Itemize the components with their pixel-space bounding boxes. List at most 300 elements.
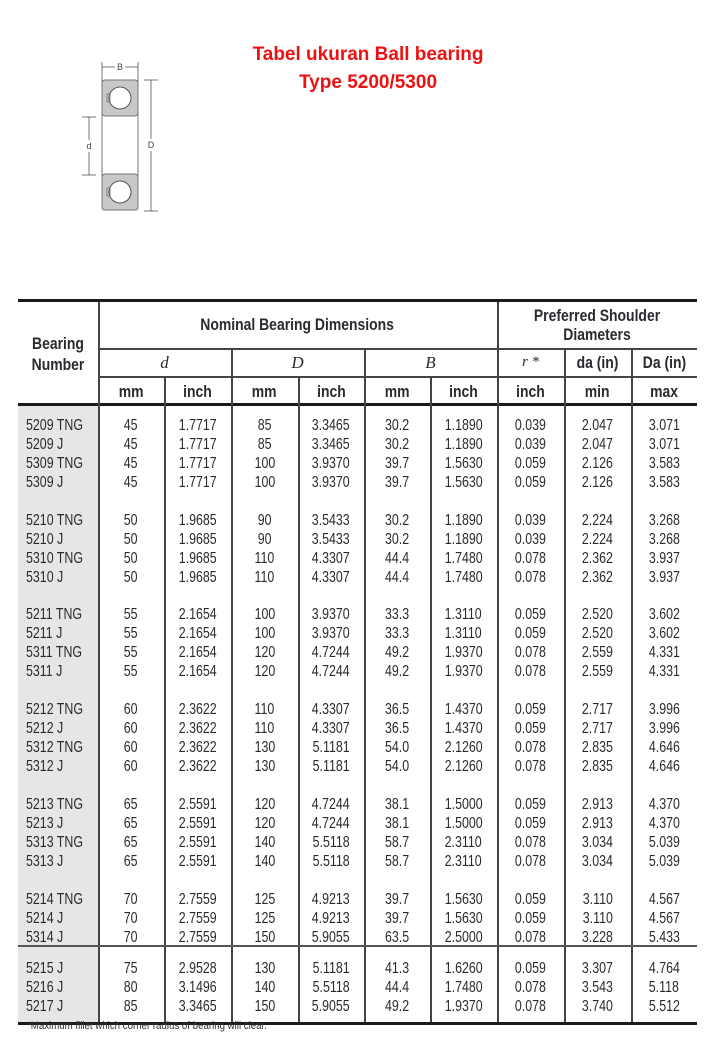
bearing-number-cell: 5310 J <box>26 569 64 586</box>
value-cell: 3.602 <box>648 606 680 623</box>
value-cell: 2.520 <box>581 625 614 642</box>
value-cell: 1.3110 <box>444 606 482 623</box>
value-cell: 0.078 <box>514 998 547 1015</box>
value-cell: 5.5118 <box>312 853 350 870</box>
value-cell: 2.362 <box>581 550 614 567</box>
value-cell: 60 <box>124 758 138 775</box>
value-cell: 2.224 <box>581 512 614 529</box>
value-cell: 70 <box>124 910 138 927</box>
value-cell: 3.3465 <box>312 436 350 453</box>
value-cell: 2.224 <box>581 531 614 548</box>
value-cell: 30.2 <box>384 531 410 548</box>
value-cell: 50 <box>124 512 138 529</box>
dim-label-D: D <box>147 140 155 150</box>
unit-B-mm: mm <box>384 381 410 401</box>
table-row <box>18 454 697 473</box>
value-cell: 4.567 <box>648 910 680 927</box>
value-cell: 4.3307 <box>312 550 350 567</box>
page-title <box>200 41 536 97</box>
value-cell: 0.039 <box>514 512 547 529</box>
unit-d-mm: mm <box>118 381 144 401</box>
value-cell: 3.071 <box>648 417 680 434</box>
bearing-number-cell: 5312 J <box>26 758 64 775</box>
value-cell: 140 <box>254 979 275 996</box>
value-cell: 1.7717 <box>178 436 217 453</box>
value-cell: 4.3307 <box>312 720 350 737</box>
value-cell: 60 <box>124 701 138 718</box>
value-cell: 3.034 <box>581 853 614 870</box>
bearing-number-cell: 5212 J <box>26 720 64 737</box>
value-cell: 0.078 <box>514 569 547 586</box>
value-cell: 3.5433 <box>312 512 350 529</box>
bearing-number-cell: 5210 J <box>26 531 64 548</box>
value-cell: 60 <box>124 720 138 737</box>
value-cell: 1.4370 <box>444 720 483 737</box>
value-cell: 49.2 <box>384 663 410 680</box>
value-cell: 0.078 <box>514 834 547 851</box>
value-cell: 65 <box>124 853 138 870</box>
table-row <box>18 909 697 928</box>
value-cell: 1.7717 <box>178 455 217 472</box>
value-cell: 1.7717 <box>178 474 217 491</box>
value-cell: 125 <box>254 891 275 908</box>
value-cell: 1.9370 <box>444 663 483 680</box>
value-cell: 2.559 <box>581 663 614 680</box>
value-cell: 2.126 <box>581 455 614 472</box>
value-cell: 5.1181 <box>312 739 350 756</box>
value-cell: 4.331 <box>648 644 680 661</box>
value-cell: 3.9370 <box>312 474 350 491</box>
value-cell: 0.059 <box>514 910 547 927</box>
value-cell: 36.5 <box>384 720 410 737</box>
table-row <box>18 928 697 947</box>
value-cell: 54.0 <box>384 739 410 756</box>
value-cell: 3.996 <box>648 701 680 718</box>
value-cell: 2.1260 <box>444 758 483 775</box>
value-cell: 1.5630 <box>444 910 483 927</box>
value-cell: 2.1654 <box>178 663 217 680</box>
value-cell: 60 <box>124 739 138 756</box>
value-cell: 38.1 <box>384 796 410 813</box>
value-cell: 65 <box>124 796 138 813</box>
bearing-number-cell: 5211 J <box>26 625 63 642</box>
header-r: r * <box>521 354 540 370</box>
value-cell: 58.7 <box>384 853 410 870</box>
value-cell: 4.3307 <box>312 701 350 718</box>
unit-Da-max: max <box>650 381 678 401</box>
value-cell: 0.039 <box>514 436 547 453</box>
value-cell: 110 <box>254 569 275 586</box>
value-cell: 1.9685 <box>178 569 217 586</box>
value-cell: 1.1890 <box>444 512 483 529</box>
value-cell: 4.646 <box>648 758 680 775</box>
dim-label-B: B <box>116 62 124 72</box>
value-cell: 140 <box>254 853 275 870</box>
value-cell: 120 <box>254 644 275 661</box>
bearing-number-cell: 5309 TNG <box>26 455 83 472</box>
value-cell: 0.059 <box>514 625 547 642</box>
unit-D-mm: mm <box>252 381 277 401</box>
bearing-cross-section-diagram <box>80 55 180 220</box>
value-cell: 100 <box>254 625 275 642</box>
header-preferred-shoulder: Preferred Shoulder Diameters <box>533 306 661 344</box>
table-row <box>18 890 697 909</box>
value-cell: 0.078 <box>514 929 547 946</box>
bearing-number-cell: 5313 TNG <box>26 834 83 851</box>
value-cell: 1.9370 <box>444 644 483 661</box>
value-cell: 0.078 <box>514 853 547 870</box>
value-cell: 65 <box>124 815 138 832</box>
value-cell: 1.7480 <box>444 569 483 586</box>
value-cell: 38.1 <box>384 815 410 832</box>
title-line-2: Type 5200/5300 <box>298 72 438 93</box>
table-row <box>18 624 697 643</box>
value-cell: 0.039 <box>514 531 547 548</box>
value-cell: 5.5118 <box>312 979 350 996</box>
value-cell: 5.039 <box>648 834 680 851</box>
value-cell: 55 <box>124 644 138 661</box>
value-cell: 2.3110 <box>444 834 482 851</box>
value-cell: 33.3 <box>384 625 410 642</box>
value-cell: 3.5433 <box>312 531 350 548</box>
value-cell: 4.7244 <box>312 815 350 832</box>
value-cell: 50 <box>124 531 138 548</box>
value-cell: 100 <box>254 606 275 623</box>
value-cell: 4.331 <box>648 663 680 680</box>
bearing-number-cell: 5215 J <box>26 960 64 977</box>
value-cell: 3.740 <box>581 998 614 1015</box>
table-row <box>18 605 697 624</box>
value-cell: 4.9213 <box>312 891 350 908</box>
header-nominal-dimensions: Nominal Bearing Dimensions <box>200 315 395 334</box>
table-header <box>18 299 697 406</box>
value-cell: 5.9055 <box>312 929 350 946</box>
value-cell: 3.9370 <box>312 625 350 642</box>
value-cell: 85 <box>124 998 138 1015</box>
value-cell: 0.059 <box>514 606 547 623</box>
value-cell: 2.126 <box>581 474 614 491</box>
value-cell: 125 <box>254 910 275 927</box>
value-cell: 1.9685 <box>178 512 217 529</box>
value-cell: 5.1181 <box>312 758 350 775</box>
bearing-number-cell: 5314 J <box>26 929 64 946</box>
value-cell: 2.5591 <box>178 815 217 832</box>
value-cell: 0.059 <box>514 455 547 472</box>
table-row <box>18 662 697 681</box>
value-cell: 55 <box>124 663 138 680</box>
value-cell: 1.6260 <box>444 960 483 977</box>
header-da: da (in) <box>576 352 619 372</box>
value-cell: 0.059 <box>514 701 547 718</box>
header-bearing-number: Bearing Number <box>31 334 85 374</box>
value-cell: 2.5591 <box>178 834 217 851</box>
value-cell: 45 <box>124 436 138 453</box>
value-cell: 3.937 <box>648 550 680 567</box>
value-cell: 1.1890 <box>444 417 483 434</box>
header-d: d <box>160 352 169 372</box>
value-cell: 3.3465 <box>312 417 350 434</box>
value-cell: 0.078 <box>514 663 547 680</box>
value-cell: 70 <box>124 929 138 946</box>
value-cell: 3.602 <box>648 625 680 642</box>
value-cell: 0.059 <box>514 474 547 491</box>
value-cell: 100 <box>254 474 275 491</box>
unit-B-inch: inch <box>449 381 478 401</box>
header-B: B <box>425 352 436 372</box>
table-row <box>18 833 697 852</box>
value-cell: 1.9685 <box>178 550 217 567</box>
value-cell: 3.110 <box>582 910 613 927</box>
value-cell: 2.520 <box>581 606 614 623</box>
table-row <box>18 530 697 549</box>
value-cell: 3.996 <box>648 720 680 737</box>
value-cell: 140 <box>254 834 275 851</box>
value-cell: 2.9528 <box>178 960 217 977</box>
value-cell: 3.228 <box>581 929 614 946</box>
value-cell: 1.9370 <box>444 998 483 1015</box>
value-cell: 2.717 <box>581 720 614 737</box>
value-cell: 0.059 <box>514 796 547 813</box>
value-cell: 63.5 <box>384 929 410 946</box>
value-cell: 90 <box>257 512 272 529</box>
value-cell: 39.7 <box>384 455 410 472</box>
value-cell: 2.835 <box>581 739 614 756</box>
value-cell: 130 <box>254 758 275 775</box>
value-cell: 2.5591 <box>178 853 217 870</box>
value-cell: 2.717 <box>581 701 614 718</box>
table-row <box>18 757 697 776</box>
bearing-number-cell: 5310 TNG <box>26 550 83 567</box>
value-cell: 0.078 <box>514 979 547 996</box>
value-cell: 55 <box>124 625 138 642</box>
value-cell: 49.2 <box>384 998 410 1015</box>
value-cell: 90 <box>257 531 272 548</box>
bearing-number-cell: 5213 J <box>26 815 64 832</box>
table-row <box>18 549 697 568</box>
value-cell: 150 <box>254 929 275 946</box>
value-cell: 1.5000 <box>444 796 483 813</box>
value-cell: 3.268 <box>648 531 680 548</box>
value-cell: 2.3622 <box>178 720 217 737</box>
value-cell: 1.5630 <box>444 891 483 908</box>
table-row <box>18 719 697 738</box>
bearing-number-cell: 5216 J <box>26 979 64 996</box>
bearing-number-cell: 5311 TNG <box>26 644 83 661</box>
value-cell: 2.7559 <box>178 910 217 927</box>
value-cell: 5.9055 <box>312 998 350 1015</box>
value-cell: 5.433 <box>648 929 680 946</box>
value-cell: 36.5 <box>384 701 410 718</box>
unit-da-min: min <box>585 381 610 401</box>
value-cell: 3.1496 <box>178 979 217 996</box>
value-cell: 1.4370 <box>444 701 483 718</box>
value-cell: 5.039 <box>648 853 680 870</box>
value-cell: 3.9370 <box>312 606 350 623</box>
value-cell: 3.9370 <box>312 455 350 472</box>
table-row <box>18 435 697 454</box>
value-cell: 5.1181 <box>312 960 350 977</box>
value-cell: 3.110 <box>582 891 613 908</box>
value-cell: 54.0 <box>384 758 410 775</box>
bearing-number-cell: 5313 J <box>26 853 64 870</box>
table-row <box>18 643 697 662</box>
value-cell: 58.7 <box>384 834 410 851</box>
value-cell: 2.1260 <box>444 739 483 756</box>
value-cell: 100 <box>254 455 275 472</box>
value-cell: 1.9685 <box>178 531 217 548</box>
table-row <box>18 814 697 833</box>
value-cell: 110 <box>254 550 275 567</box>
table-row <box>18 978 697 997</box>
value-cell: 4.646 <box>648 739 680 756</box>
value-cell: 65 <box>124 834 138 851</box>
value-cell: 3.034 <box>581 834 614 851</box>
bearing-number-cell: 5212 TNG <box>26 701 83 718</box>
value-cell: 50 <box>124 550 138 567</box>
bearing-number-cell: 5214 J <box>26 910 64 927</box>
value-cell: 30.2 <box>384 417 410 434</box>
value-cell: 120 <box>254 796 275 813</box>
value-cell: 2.913 <box>581 815 614 832</box>
bearing-number-cell: 5209 J <box>26 436 64 453</box>
value-cell: 41.3 <box>384 960 410 977</box>
value-cell: 5.512 <box>648 998 680 1015</box>
dim-label-d: d <box>86 141 92 151</box>
value-cell: 1.7480 <box>444 550 483 567</box>
bearing-number-cell: 5211 TNG <box>26 606 83 623</box>
bearing-number-cell: 5217 J <box>26 998 64 1015</box>
value-cell: 4.370 <box>648 796 680 813</box>
value-cell: 2.835 <box>581 758 614 775</box>
value-cell: 3.3465 <box>178 998 217 1015</box>
value-cell: 3.071 <box>648 436 680 453</box>
unit-r-inch: inch <box>516 381 545 401</box>
value-cell: 1.5000 <box>444 815 483 832</box>
value-cell: 55 <box>124 606 138 623</box>
footnote: *Maximum fillet which corner radius of bearing will clear. <box>27 1020 267 1032</box>
bearing-number-cell: 5213 TNG <box>26 796 83 813</box>
value-cell: 44.4 <box>384 550 410 567</box>
value-cell: 2.5000 <box>444 929 483 946</box>
value-cell: 0.078 <box>514 644 547 661</box>
value-cell: 2.7559 <box>178 929 217 946</box>
value-cell: 39.7 <box>384 891 410 908</box>
table-row <box>18 511 697 530</box>
value-cell: 0.078 <box>514 550 547 567</box>
value-cell: 2.3622 <box>178 701 217 718</box>
value-cell: 150 <box>254 998 275 1015</box>
value-cell: 39.7 <box>384 474 410 491</box>
value-cell: 4.764 <box>648 960 680 977</box>
value-cell: 45 <box>124 474 138 491</box>
table-row <box>18 568 697 587</box>
value-cell: 0.059 <box>514 815 547 832</box>
value-cell: 0.059 <box>514 891 547 908</box>
table-row <box>18 700 697 719</box>
value-cell: 44.4 <box>384 569 410 586</box>
value-cell: 45 <box>124 417 138 434</box>
value-cell: 1.3110 <box>444 625 482 642</box>
table-row <box>18 473 697 492</box>
value-cell: 39.7 <box>384 910 410 927</box>
value-cell: 2.047 <box>581 417 614 434</box>
value-cell: 33.3 <box>384 606 410 623</box>
value-cell: 2.1654 <box>178 644 217 661</box>
value-cell: 3.583 <box>648 474 680 491</box>
value-cell: 1.1890 <box>444 531 483 548</box>
value-cell: 85 <box>257 436 272 453</box>
bearing-number-cell: 5209 TNG <box>26 417 83 434</box>
value-cell: 4.3307 <box>312 569 350 586</box>
value-cell: 4.7244 <box>312 663 350 680</box>
value-cell: 4.370 <box>648 815 680 832</box>
value-cell: 1.7480 <box>444 979 483 996</box>
value-cell: 0.059 <box>514 960 547 977</box>
value-cell: 44.4 <box>384 979 410 996</box>
value-cell: 120 <box>254 815 275 832</box>
value-cell: 0.078 <box>514 758 547 775</box>
value-cell: 0.078 <box>514 739 547 756</box>
value-cell: 3.268 <box>648 512 680 529</box>
value-cell: 0.039 <box>514 417 547 434</box>
unit-D-inch: inch <box>316 381 346 401</box>
value-cell: 1.7717 <box>178 417 217 434</box>
bearing-number-cell: 5214 TNG <box>26 891 83 908</box>
value-cell: 1.1890 <box>444 436 483 453</box>
unit-d-inch: inch <box>183 381 212 401</box>
value-cell: 70 <box>124 891 138 908</box>
value-cell: 4.567 <box>648 891 680 908</box>
value-cell: 5.118 <box>648 979 680 996</box>
value-cell: 2.1654 <box>178 625 217 642</box>
bearing-number-cell: 5312 TNG <box>26 739 83 756</box>
value-cell: 1.5630 <box>444 455 483 472</box>
value-cell: 1.5630 <box>444 474 483 491</box>
value-cell: 85 <box>257 417 272 434</box>
value-cell: 0.059 <box>514 720 547 737</box>
value-cell: 130 <box>254 960 275 977</box>
bearing-number-cell: 5309 J <box>26 474 64 491</box>
value-cell: 3.307 <box>581 960 614 977</box>
value-cell: 2.3110 <box>444 853 482 870</box>
value-cell: 120 <box>254 663 275 680</box>
value-cell: 3.937 <box>648 569 680 586</box>
value-cell: 2.913 <box>581 796 614 813</box>
value-cell: 110 <box>254 720 275 737</box>
value-cell: 3.543 <box>581 979 614 996</box>
value-cell: 75 <box>124 960 138 977</box>
value-cell: 4.7244 <box>312 644 350 661</box>
table-row <box>18 416 697 435</box>
value-cell: 50 <box>124 569 138 586</box>
value-cell: 2.1654 <box>178 606 217 623</box>
value-cell: 2.3622 <box>178 758 217 775</box>
value-cell: 2.362 <box>581 569 614 586</box>
table-row <box>18 852 697 871</box>
value-cell: 4.9213 <box>312 910 350 927</box>
value-cell: 30.2 <box>384 512 410 529</box>
table-row <box>18 795 697 814</box>
value-cell: 49.2 <box>384 644 410 661</box>
title-line-1: Tabel ukuran Ball bearing <box>252 44 484 65</box>
value-cell: 2.559 <box>581 644 614 661</box>
value-cell: 2.7559 <box>178 891 217 908</box>
header-Da: Da (in) <box>642 352 686 372</box>
table-row <box>18 738 697 757</box>
value-cell: 2.3622 <box>178 739 217 756</box>
value-cell: 2.047 <box>581 436 614 453</box>
value-cell: 30.2 <box>384 436 410 453</box>
